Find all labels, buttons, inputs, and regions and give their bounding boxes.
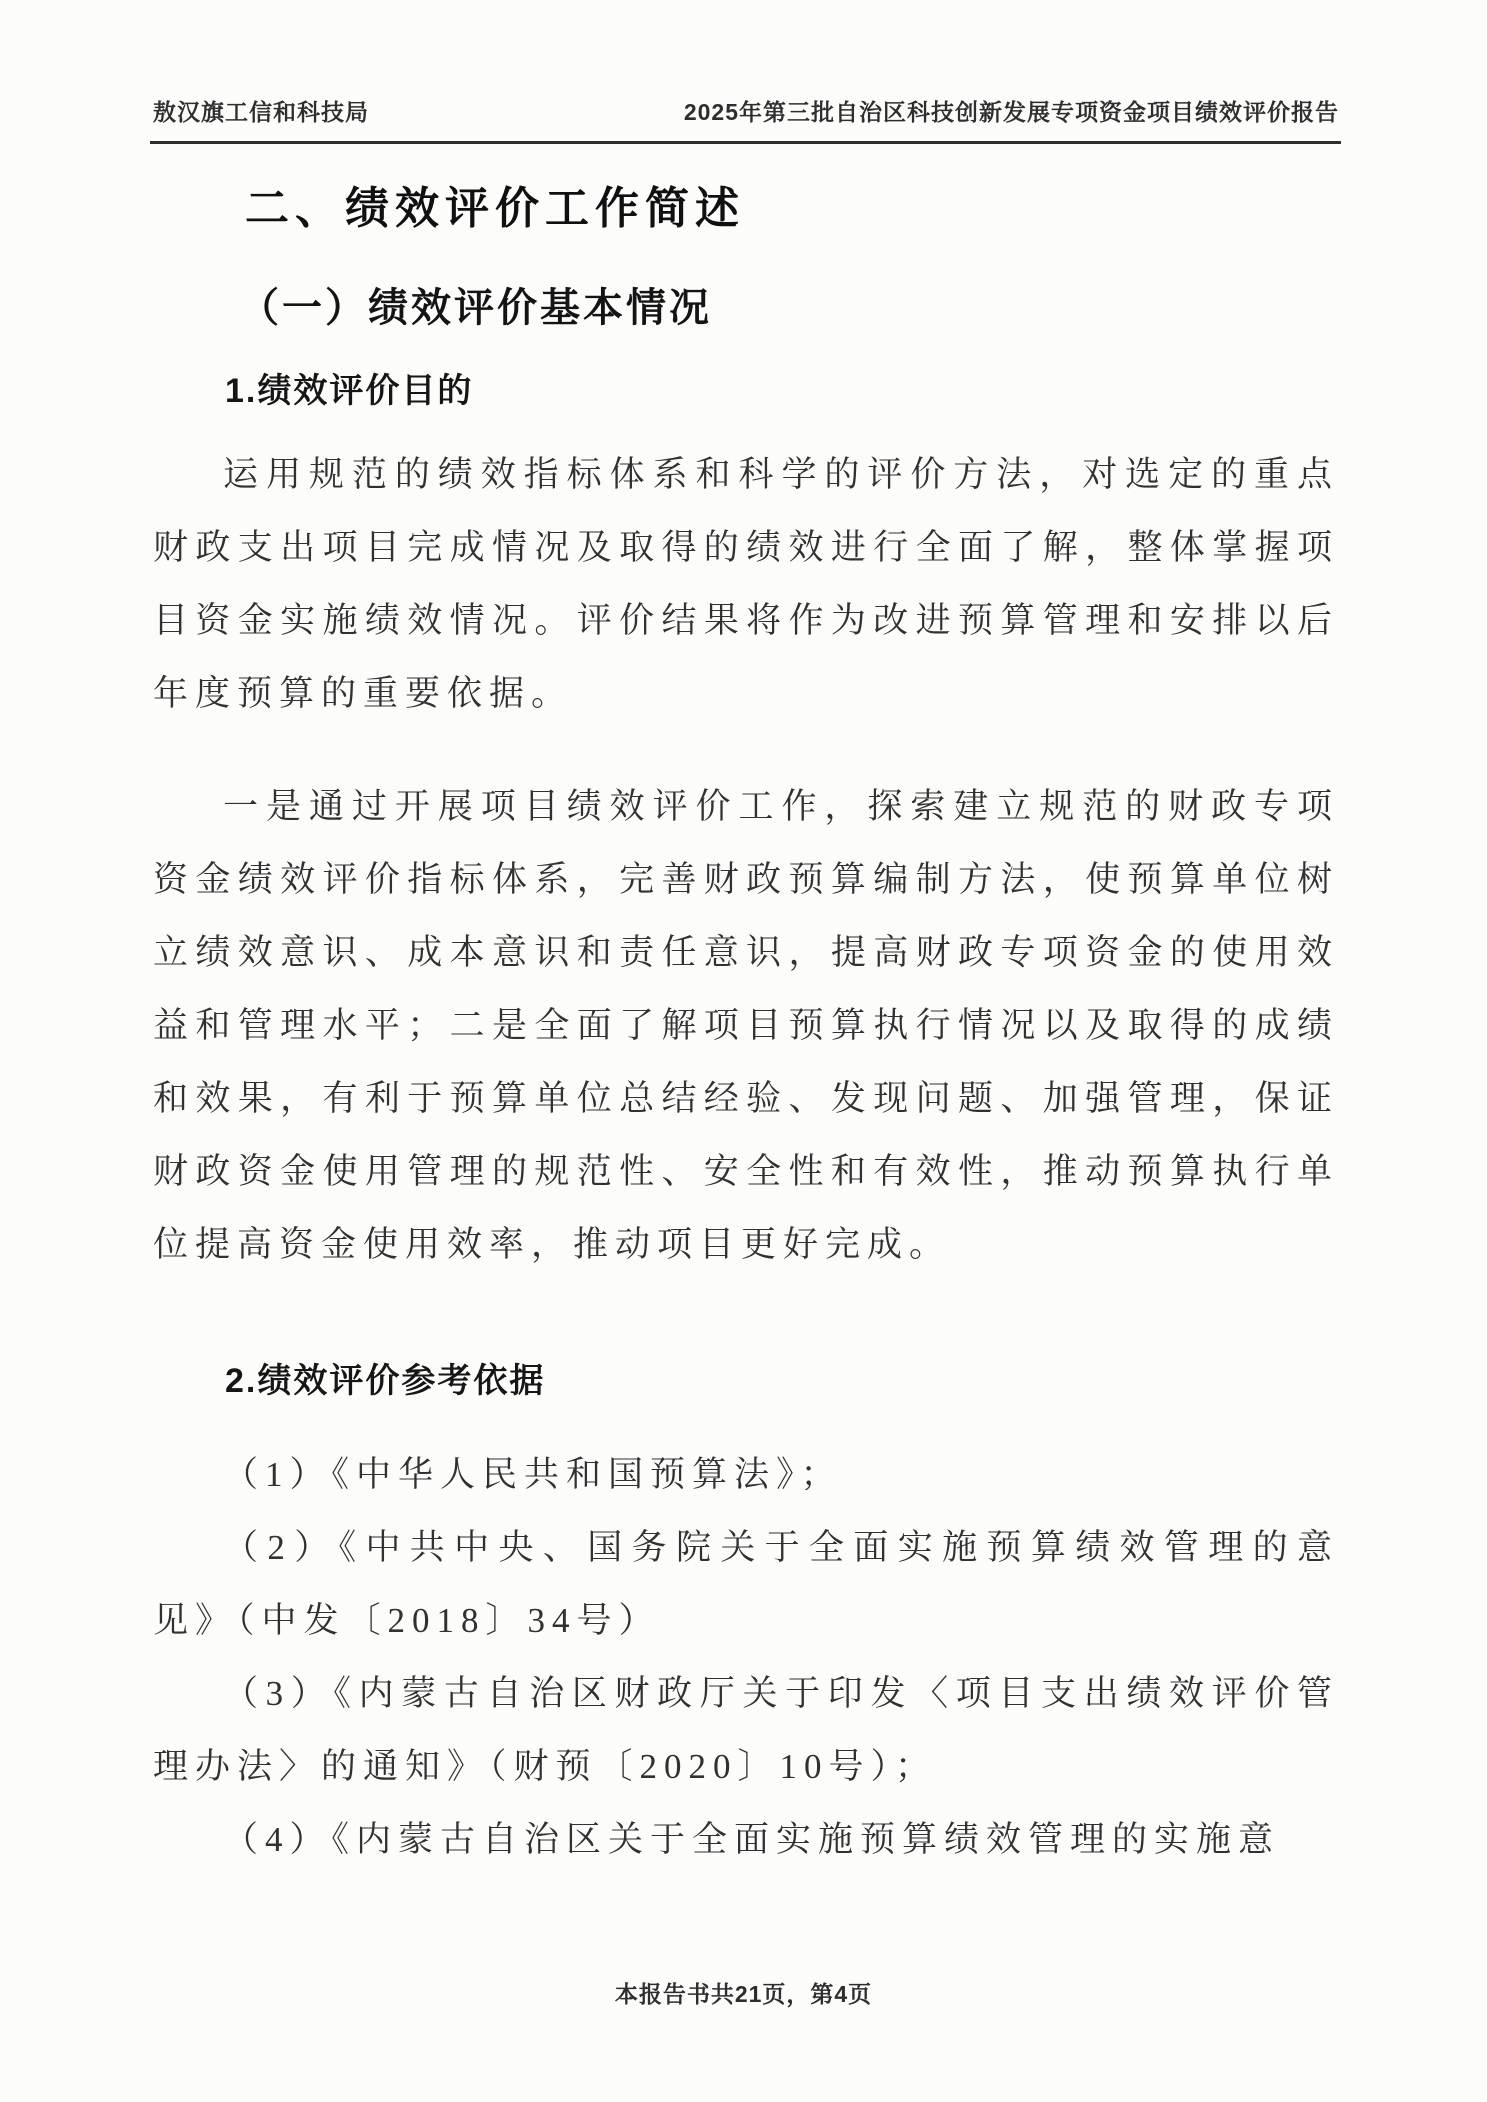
reference-item-3: （3）《内蒙古自治区财政厅关于印发〈项目支出绩效评价管理办法〉的通知》（财预〔2020〕10号）； bbox=[153, 1674, 1339, 1786]
heading-evaluation-purpose: 1.绩效评价目的 bbox=[225, 372, 474, 410]
header-left-org: 敖汉旗工信和科技局 bbox=[153, 99, 369, 125]
heading-evaluation-references: 2.绩效评价参考依据 bbox=[225, 1362, 546, 1400]
subsection-title: （一）绩效评价基本情况 bbox=[239, 285, 712, 330]
reference-item-4: （4）《内蒙古自治区关于全面实施预算绩效管理的实施意 bbox=[223, 1820, 1281, 1859]
footer-page-note: 本报告书共21页，第4页 bbox=[614, 1981, 873, 2007]
header-right-report-title: 2025年第三批自治区科技创新发展专项资金项目绩效评价报告 bbox=[683, 99, 1339, 125]
reference-item-1: （1）《中华人民共和国预算法》； bbox=[223, 1455, 843, 1494]
paragraph-evaluation-purpose-2: 一是通过开展项目绩效评价工作，探索建立规范的财政专项资金绩效评价指标体系，完善财政预算编制方法，使预算单位树立绩效意识、成本意识和责任意识，提高财政专项资金的使用效益和管理水平；二是全面了解项目预算执行情况以及取得的成绩和效果，有利于预算单位总结经验、发现问题、加强管理，保证财政资金使用管理的规范性、安全性和有效性，推动预算执行单位提高资金使用效率，推动项目更好完成。 bbox=[153, 787, 1339, 1264]
page-header bbox=[153, 94, 1339, 127]
section-title: 二、绩效评价工作简述 bbox=[245, 184, 745, 233]
reference-item-2: （2）《中共中央、国务院关于全面实施预算绩效管理的意见》（中发〔2018〕34号） bbox=[153, 1528, 1339, 1640]
paragraph-evaluation-purpose-1: 运用规范的绩效指标体系和科学的评价方法，对选定的重点财政支出项目完成情况及取得的绩效进行全面了解，整体掌握项目资金实施绩效情况。评价结果将作为改进预算管理和安排以后年度预算的重要依据。 bbox=[153, 455, 1339, 713]
document-body bbox=[153, 150, 1339, 1876]
header-divider bbox=[150, 141, 1341, 144]
